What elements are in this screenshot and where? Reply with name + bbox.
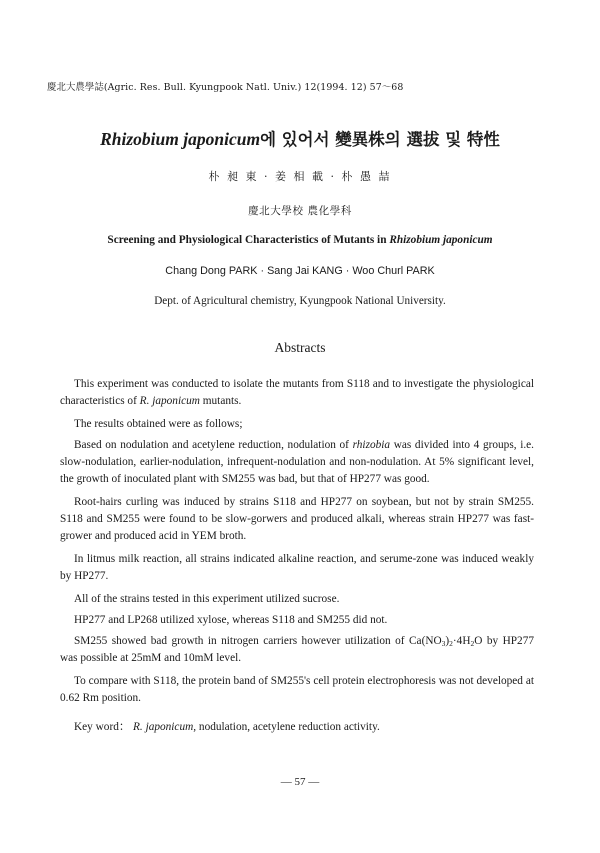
title-english-main: Screening and Physiological Characteristics of Mutants in bbox=[107, 234, 390, 246]
subscript: 2 bbox=[470, 639, 475, 648]
keywords-list: nodulation, acetylene reduction activity. bbox=[196, 721, 380, 733]
authors-korean: 朴 昶 東 · 姜 相 載 · 朴 愚 喆 bbox=[208, 170, 392, 183]
abstract-paragraph: All of the strains tested in this experiment utilized sucrose. bbox=[74, 593, 340, 605]
abstract-paragraph: The results obtained were as follows; bbox=[74, 418, 243, 430]
abstract-paragraph bbox=[60, 633, 534, 667]
abstracts-heading: Abstracts bbox=[274, 340, 326, 355]
abstract-paragraph: To compare with S118, the protein band of SM255's cell protein electrophoresis was not developed at 0.62 Rm position. bbox=[60, 675, 534, 704]
journal-citation: 慶北大農學誌(Agric. Res. Bull. Kyungpook Natl. Univ.) 12(1994. 12) 57～68 bbox=[47, 82, 404, 93]
text-run: mutants. bbox=[199, 395, 242, 407]
title-organism-name: Rhizobium japonicum bbox=[100, 129, 261, 149]
text-run: Based on nodulation and acetylene reduction, nodulation of bbox=[74, 439, 353, 451]
affiliation-english: Dept. of Agricultural chemistry, Kyungpook National University. bbox=[154, 295, 446, 307]
abstract-body bbox=[60, 376, 534, 742]
affiliation-korean: 慶北大學校 農化學科 bbox=[248, 205, 352, 217]
abstract-paragraph bbox=[60, 376, 534, 410]
subscript: 3 bbox=[441, 639, 446, 648]
keyword-species: R. japonicum, bbox=[133, 721, 197, 733]
title-korean-rest: 에 있어서 變異株의 選拔 및 特性 bbox=[260, 130, 500, 149]
title-english-organism: Rhizobium japonicum bbox=[389, 234, 493, 246]
page-number: — 57 — bbox=[280, 776, 320, 788]
text-run: This experiment was conducted to isolate the mutants from S118 and to investigate the physiological characteristics of bbox=[60, 378, 534, 407]
keywords bbox=[60, 719, 534, 736]
paper-title-korean bbox=[0, 126, 600, 150]
text-run: SM255 showed bad growth in nitrogen carriers however utilization of Ca(NO bbox=[74, 635, 442, 647]
subscript: 2 bbox=[449, 639, 453, 648]
authors-english: Chang Dong PARK · Sang Jai KANG · Woo Churl PARK bbox=[165, 265, 435, 277]
abstract-paragraph: Root-hairs curling was induced by strains S118 and HP277 on soybean, but not by strain SM255. S118 and SM255 were found to be slow-gorwers and produced alkali, whereas strain HP277 was fast-grower and produced acid in YEM broth. bbox=[60, 496, 534, 542]
abstract-paragraph bbox=[60, 437, 534, 488]
text-run: ·4H bbox=[452, 635, 471, 647]
abstract-paragraph: HP277 and LP268 utilized xylose, whereas S118 and SM255 did not. bbox=[74, 614, 388, 626]
text-run: was divided into 4 groups, i.e. slow-nodulation, earlier-nodulation, infrequent-nodulation and non-nodulation. At 5% significant level, the growth of inoculated plant with SM255 was bad, but that of HP277 was good. bbox=[60, 439, 535, 485]
text-run: ) bbox=[445, 635, 450, 647]
text-run: O by HP277 was possible at 25mM and 10mM level. bbox=[60, 635, 534, 664]
paper-title-english bbox=[0, 234, 600, 246]
keywords-separator: ： bbox=[118, 721, 131, 733]
genus-name: rhizobia bbox=[352, 439, 391, 451]
abstract-paragraph: In litmus milk reaction, all strains indicated alkaline reaction, and serume-zone was induced weakly by HP277. bbox=[60, 553, 534, 582]
keywords-label: Key word bbox=[74, 721, 119, 733]
species-name: R. japonicum bbox=[139, 395, 200, 407]
